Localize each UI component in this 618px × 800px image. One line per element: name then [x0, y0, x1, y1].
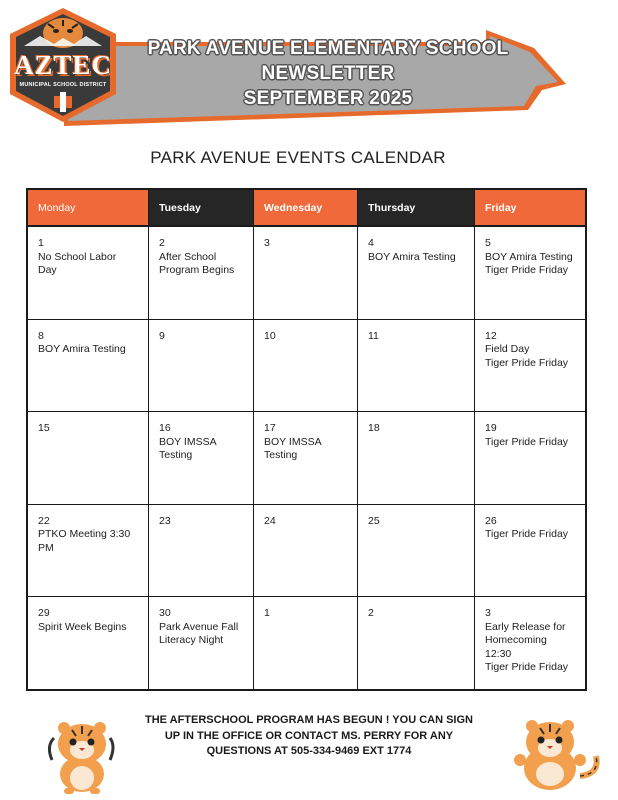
- day-number: 12: [485, 329, 497, 342]
- day-number: 3: [264, 237, 270, 249]
- day-cell-thursday: [358, 505, 475, 598]
- day-number: 8: [38, 329, 44, 342]
- calendar-weeks: [28, 227, 585, 690]
- day-cell-thursday: [358, 597, 475, 690]
- day-header-wednesday: Wednesday: [254, 190, 358, 227]
- event-text: After School: [159, 250, 217, 263]
- day-number: 2: [368, 607, 374, 619]
- day-cell-friday: [475, 320, 585, 413]
- logo-subtitle: MUNICIPAL SCHOOL DISTRICT: [19, 82, 107, 88]
- event-text: Tiger Pride Friday: [485, 661, 569, 673]
- event-text: BOY Amira Testing: [485, 250, 573, 263]
- day-number: 11: [368, 329, 379, 342]
- notice-line-3: QUESTIONS AT 505-334-9469 EXT 1774: [206, 745, 412, 757]
- day-cell-thursday: [358, 412, 475, 505]
- event-text: Spirit Week Begins: [38, 620, 127, 633]
- day-number: 3: [485, 607, 491, 619]
- banner-date: SEPTEMBER 2025: [243, 88, 413, 109]
- event-text: PM: [38, 541, 54, 554]
- day-number: 1: [38, 237, 44, 249]
- event-text: Testing: [159, 449, 193, 461]
- event-text: PTKO Meeting 3:30: [38, 528, 131, 540]
- day-number: 4: [368, 237, 374, 249]
- day-number: 22: [38, 514, 50, 527]
- newsletter-banner: [58, 28, 566, 126]
- day-cell-tuesday: [149, 227, 254, 320]
- day-cell-tuesday: [149, 412, 254, 505]
- event-text: Field Day: [485, 343, 530, 355]
- day-number: 24: [264, 514, 276, 527]
- event-text: 12:30: [485, 647, 512, 660]
- day-number: 10: [264, 329, 276, 342]
- calendar-week-row: [28, 227, 585, 320]
- day-number: 26: [485, 514, 497, 527]
- calendar-week-row: [28, 320, 585, 413]
- day-number: 25: [368, 514, 380, 527]
- day-cell-wednesday: [254, 227, 358, 320]
- day-cell-wednesday: [254, 505, 358, 598]
- event-text: Early Release for: [485, 620, 566, 633]
- day-cell-friday: [475, 412, 585, 505]
- day-cell-monday: [28, 227, 149, 320]
- event-text: Tiger Pride Friday: [485, 435, 569, 448]
- day-cell-wednesday: [254, 320, 358, 413]
- day-cell-monday: [28, 505, 149, 598]
- event-text: BOY IMSSA: [264, 435, 322, 448]
- day-number: 17: [264, 422, 276, 434]
- tiger-mascot-left-icon: [44, 716, 120, 794]
- event-text: Program Begins: [159, 264, 235, 276]
- day-header-tuesday: Tuesday: [149, 190, 254, 227]
- notice-line-2: UP IN THE OFFICE OR CONTACT MS. PERRY FOR ANY: [164, 729, 454, 742]
- day-cell-friday: [475, 505, 585, 598]
- day-cell-monday: [28, 320, 149, 413]
- banner-title: [110, 36, 546, 111]
- day-header-friday: Friday: [475, 190, 585, 227]
- day-cell-monday: [28, 597, 149, 690]
- event-text: Tiger Pride Friday: [485, 356, 569, 369]
- day-cell-friday: [475, 227, 585, 320]
- event-text: Homecoming: [485, 634, 547, 646]
- event-text: Park Avenue Fall: [159, 620, 239, 633]
- day-number: 30: [159, 607, 171, 619]
- day-cell-tuesday: [149, 320, 254, 413]
- day-cell-monday: [28, 412, 149, 505]
- day-number: 19: [485, 422, 497, 434]
- banner-newsletter: NEWSLETTER: [261, 63, 395, 84]
- day-header-monday: Monday: [28, 190, 149, 227]
- day-number: 16: [159, 422, 171, 434]
- event-text: Day: [38, 264, 57, 276]
- tiger-mascot-right-icon: [510, 716, 602, 794]
- day-number: 18: [368, 422, 380, 434]
- notice-line-1: THE AFTERSCHOOL PROGRAM HAS BEGUN ! YOU CAN SIGN: [145, 714, 473, 726]
- calendar-week-row: [28, 505, 585, 598]
- day-cell-thursday: [358, 320, 475, 413]
- day-cell-wednesday: [254, 412, 358, 505]
- day-cell-thursday: [358, 227, 475, 320]
- event-text: BOY Amira Testing: [368, 250, 456, 263]
- event-text: Testing: [264, 449, 298, 461]
- day-number: 1: [264, 607, 270, 619]
- calendar-week-row: [28, 412, 585, 505]
- day-cell-tuesday: [149, 597, 254, 690]
- calendar-week-row: [28, 597, 585, 690]
- banner-school-name: PARK AVENUE ELEMENTARY SCHOOL: [147, 38, 509, 59]
- day-number: 5: [485, 237, 491, 249]
- calendar-title: PARK AVENUE EVENTS CALENDAR: [150, 148, 446, 167]
- afterschool-notice: [112, 713, 506, 760]
- event-text: BOY IMSSA: [159, 435, 217, 448]
- event-text: No School Labor: [38, 250, 117, 263]
- day-number: 15: [38, 422, 50, 434]
- day-header-thursday: Thursday: [358, 190, 475, 227]
- event-text: BOY Amira Testing: [38, 343, 126, 355]
- day-cell-tuesday: [149, 505, 254, 598]
- day-number: 2: [159, 237, 165, 249]
- event-text: Tiger Pride Friday: [485, 528, 569, 540]
- event-text: Literacy Night: [159, 634, 224, 646]
- day-cell-friday: [475, 597, 585, 690]
- day-number: 29: [38, 607, 50, 619]
- event-text: Tiger Pride Friday: [485, 264, 569, 276]
- logo-wordmark: AZTEC: [13, 50, 113, 80]
- day-number: 23: [159, 514, 171, 527]
- events-calendar: [26, 188, 587, 691]
- day-number: 9: [159, 329, 165, 342]
- calendar-header-row: [28, 190, 585, 227]
- aztec-district-logo: [4, 6, 122, 124]
- day-cell-wednesday: [254, 597, 358, 690]
